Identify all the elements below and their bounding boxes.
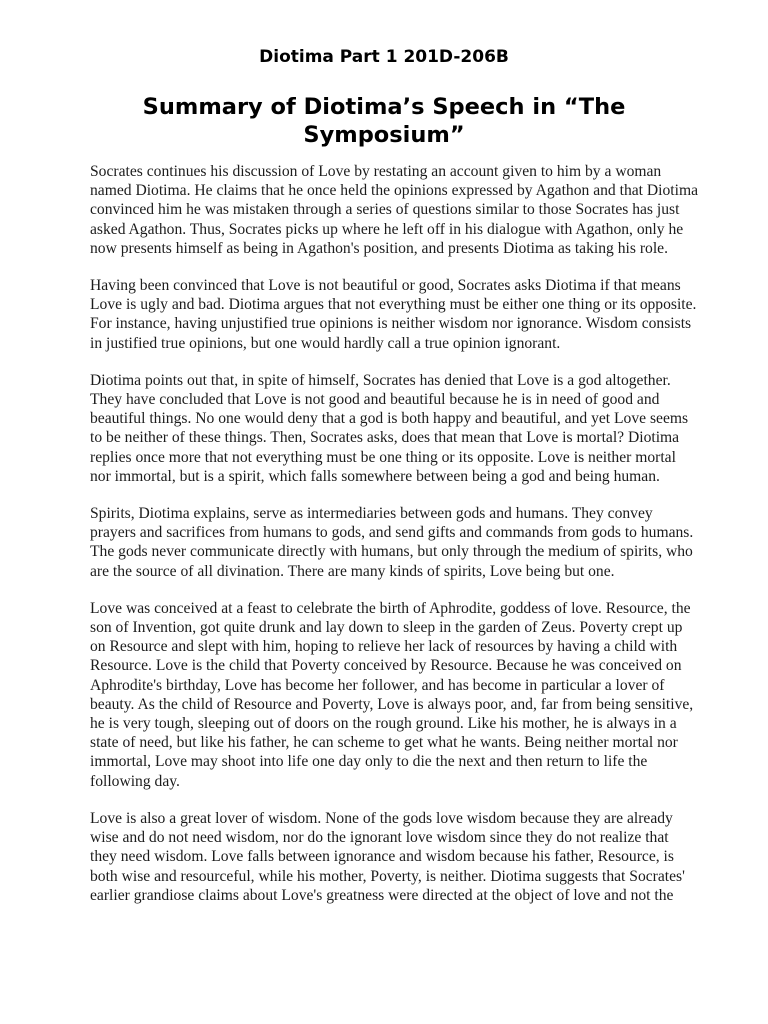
paragraph-line: Love is ugly and bad. Diotima argues that not everything must be either one thing or its opposite.: [90, 296, 697, 314]
paragraph-line: wise and do not need wisdom, nor do the ignorant love wisdom since they do not realize that: [90, 829, 669, 847]
paragraph-line: son of Invention, got quite drunk and lay down to sleep in the garden of Zeus. Poverty crept up: [90, 619, 683, 637]
paragraph-line: They have concluded that Love is not good and beautiful because he is in need of good and: [90, 391, 660, 409]
paragraph-line: Love is also a great lover of wisdom. None of the gods love wisdom because they are already: [90, 809, 673, 827]
paragraph-line: to be neither of these things. Then, Socrates asks, does that mean that Love is mortal? Diotima: [90, 429, 680, 447]
paragraph-line: The gods never communicate directly with humans, but only through the medium of spirits, who: [90, 543, 693, 561]
paragraph: [90, 809, 710, 905]
paragraph-line: Aphrodite's birthday, Love has become her follower, and has become in particular a lover of: [90, 676, 665, 694]
paragraph-line: earlier grandiose claims about Love's greatness were directed at the object of love and not the: [90, 886, 674, 904]
paragraph-line: nor immortal, but is a spirit, which falls somewhere between being a god and being human.: [90, 467, 660, 485]
paragraph-line: they need wisdom. Love falls between ignorance and wisdom because his father, Resource, is: [90, 848, 674, 866]
paragraph-line: following day.: [90, 772, 180, 790]
document-heading: Diotima Part 1 201D-206B: [259, 47, 509, 67]
paragraph-line: Spirits, Diotima explains, serve as intermediaries between gods and humans. They convey: [90, 505, 653, 523]
paragraph-line: replies once more that not everything must be one thing or its opposite. Love is neither mortal: [90, 448, 676, 466]
paragraph-line: For instance, having unjustified true opinions is neither wisdom nor ignorance. Wisdom consists: [90, 315, 692, 333]
paragraph-line: in justified true opinions, but one would hardly call a true opinion ignorant.: [90, 334, 561, 352]
paragraph-line: now presents himself as being in Agathon's position, and presents Diotima as taking his role.: [90, 239, 668, 257]
paragraph: [90, 276, 710, 353]
paragraph-line: both wise and resourceful, while his mother, Poverty, is neither. Diotima suggests that Socrates': [90, 867, 685, 885]
document-body: [90, 162, 710, 923]
paragraph-line: named Diotima. He claims that he once held the opinions expressed by Agathon and that Diotima: [90, 182, 699, 200]
paragraph: [90, 504, 710, 581]
paragraph-line: are the source of all divination. There are many kinds of spirits, Love being but one.: [90, 562, 615, 580]
paragraph: [90, 371, 710, 486]
paragraph-line: prayers and sacrifices from humans to gods, and send gifts and commands from gods to humans.: [90, 524, 694, 542]
paragraph-line: Diotima points out that, in spite of himself, Socrates has denied that Love is a god altogether.: [90, 371, 671, 389]
paragraph-line: Having been convinced that Love is not beautiful or good, Socrates asks Diotima if that means: [90, 277, 681, 295]
paragraph-line: beautiful things. No one would deny that a god is both happy and beautiful, and yet Love seems: [90, 410, 689, 428]
paragraph-line: Socrates continues his discussion of Love by restating an account given to him by a woman: [90, 163, 662, 180]
paragraph-line: convinced him he was mistaken through a series of questions similar to those Socrates has just: [90, 201, 680, 219]
paragraph-line: on Resource and slept with him, hoping to relieve her lack of resources by having a child with: [90, 638, 678, 656]
document-title: [0, 93, 768, 149]
paragraph-line: he is very tough, sleeping out of doors on the rough ground. Like his mother, he is always in a: [90, 715, 677, 733]
paragraph-line: beauty. As the child of Resource and Poverty, Love is always poor, and, far from being sensitive,: [90, 695, 694, 713]
paragraph-line: asked Agathon. Thus, Socrates picks up where he left off in his dialogue with Agathon, only he: [90, 220, 684, 238]
paragraph: [90, 599, 710, 791]
paragraph-line: Resource. Love is the child that Poverty conceived by Resource. Because he was conceived on: [90, 657, 682, 675]
paragraph: [90, 162, 710, 258]
paragraph-line: Love was conceived at a feast to celebrate the birth of Aphrodite, goddess of love. Resource, the: [90, 599, 691, 617]
title-line: Summary of Diotima’s Speech in “The: [142, 94, 626, 120]
title-line: Symposium”: [303, 122, 465, 148]
paragraph-line: state of need, but like his father, he can scheme to get what he wants. Being neither mortal nor: [90, 734, 678, 752]
paragraph-line: immortal, Love may shoot into life one day only to die the next and then return to life the: [90, 753, 648, 771]
